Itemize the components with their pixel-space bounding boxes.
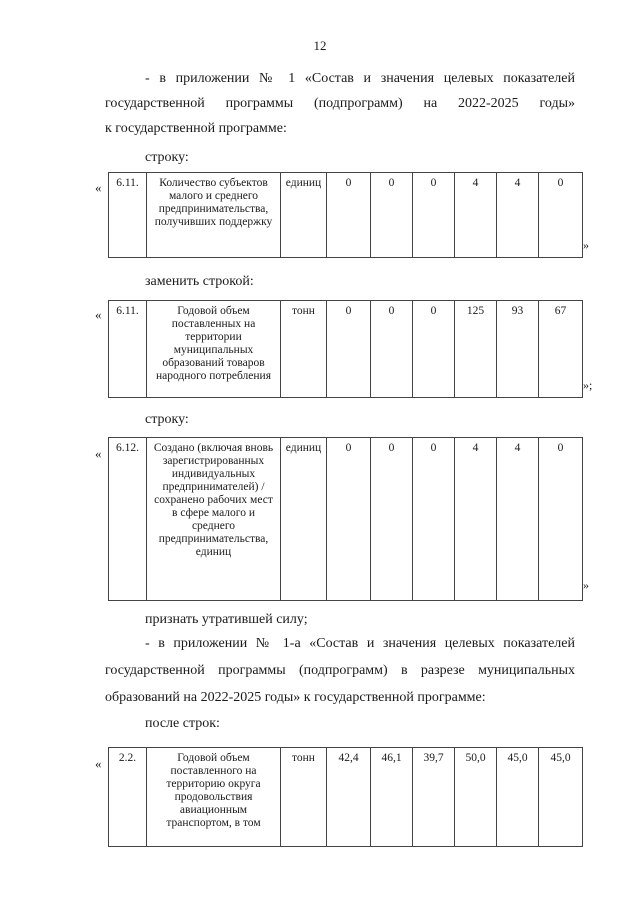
value-cell: 0 — [539, 173, 583, 258]
value-cell: 42,4 — [327, 748, 371, 847]
quote-close: » — [583, 578, 589, 592]
indicator-table-row — [108, 300, 583, 398]
amendment-paragraph-1 — [105, 66, 575, 141]
indicator-table-row — [108, 437, 583, 601]
value-cell: 0 — [327, 301, 371, 398]
indicator-name: Создано (включая вновь зарегистрированных индивидуальных предпринимателей) / сохранено рабочих мест в сфере малого и среднего предпринимательства, единиц — [147, 438, 281, 601]
value-cell: 0 — [413, 438, 455, 601]
value-cell: 39,7 — [413, 748, 455, 847]
paragraph-line: - в приложении № 1 «Состав и значения целевых показателей — [145, 71, 575, 86]
paragraph-line: государственной программы (подпрограмм) на 2022-2025 годы» — [105, 96, 575, 111]
paragraph-line: - в приложении № 1-а «Состав и значения целевых показателей — [145, 636, 575, 651]
label-row: строку: — [145, 412, 189, 427]
value-cell: 0 — [371, 173, 413, 258]
unit-cell: тонн — [281, 748, 327, 847]
value-cell: 45,0 — [539, 748, 583, 847]
quote-close: »; — [583, 378, 593, 392]
quote-open: « — [95, 446, 102, 461]
value-cell: 67 — [539, 301, 583, 398]
value-cell: 4 — [497, 173, 539, 258]
paragraph-line: образований на 2022-2025 годы» к государственной программе: — [105, 690, 486, 705]
paragraph-line: к государственной программе: — [105, 121, 287, 136]
value-cell: 0 — [327, 438, 371, 601]
value-cell: 45,0 — [497, 748, 539, 847]
indicator-table-row — [108, 172, 583, 258]
unit-cell: единиц — [281, 438, 327, 601]
label-repeal: признать утратившей силу; — [145, 612, 308, 627]
value-cell: 4 — [455, 438, 497, 601]
quote-open: « — [95, 756, 102, 771]
label-replace: заменить строкой: — [145, 274, 254, 289]
value-cell: 4 — [455, 173, 497, 258]
value-cell: 4 — [497, 438, 539, 601]
unit-cell: единиц — [281, 173, 327, 258]
row-number: 6.12. — [109, 438, 147, 601]
row-number: 2.2. — [109, 748, 147, 847]
row-number: 6.11. — [109, 301, 147, 398]
amendment-paragraph-2 — [105, 630, 575, 711]
value-cell: 46,1 — [371, 748, 413, 847]
indicator-name: Годовой объем поставленных на территории муниципальных образований товаров народного потребления — [147, 301, 281, 398]
value-cell: 93 — [497, 301, 539, 398]
value-cell: 0 — [539, 438, 583, 601]
value-cell: 0 — [413, 301, 455, 398]
quote-open: « — [95, 180, 102, 195]
indicator-table-row — [108, 747, 583, 847]
label-row: строку: — [145, 150, 189, 165]
value-cell: 0 — [371, 301, 413, 398]
quote-close: » — [583, 238, 589, 252]
page-number: 12 — [313, 38, 327, 53]
table-row — [109, 748, 583, 847]
paragraph-line: государственной программы (подпрограмм) в разрезе муниципальных — [105, 663, 575, 678]
table-row — [109, 173, 583, 258]
value-cell: 0 — [327, 173, 371, 258]
quote-open: « — [95, 307, 102, 322]
indicator-name: Количество субъектов малого и среднего предпринимательства, получивших поддержку — [147, 173, 281, 258]
table-row — [109, 301, 583, 398]
indicator-name: Годовой объем поставленного на территорию округа продовольствия авиационным транспортом, в том — [147, 748, 281, 847]
value-cell: 0 — [413, 173, 455, 258]
unit-cell: тонн — [281, 301, 327, 398]
label-after-rows: после строк: — [145, 716, 220, 731]
value-cell: 50,0 — [455, 748, 497, 847]
row-number: 6.11. — [109, 173, 147, 258]
value-cell: 125 — [455, 301, 497, 398]
table-row — [109, 438, 583, 601]
value-cell: 0 — [371, 438, 413, 601]
